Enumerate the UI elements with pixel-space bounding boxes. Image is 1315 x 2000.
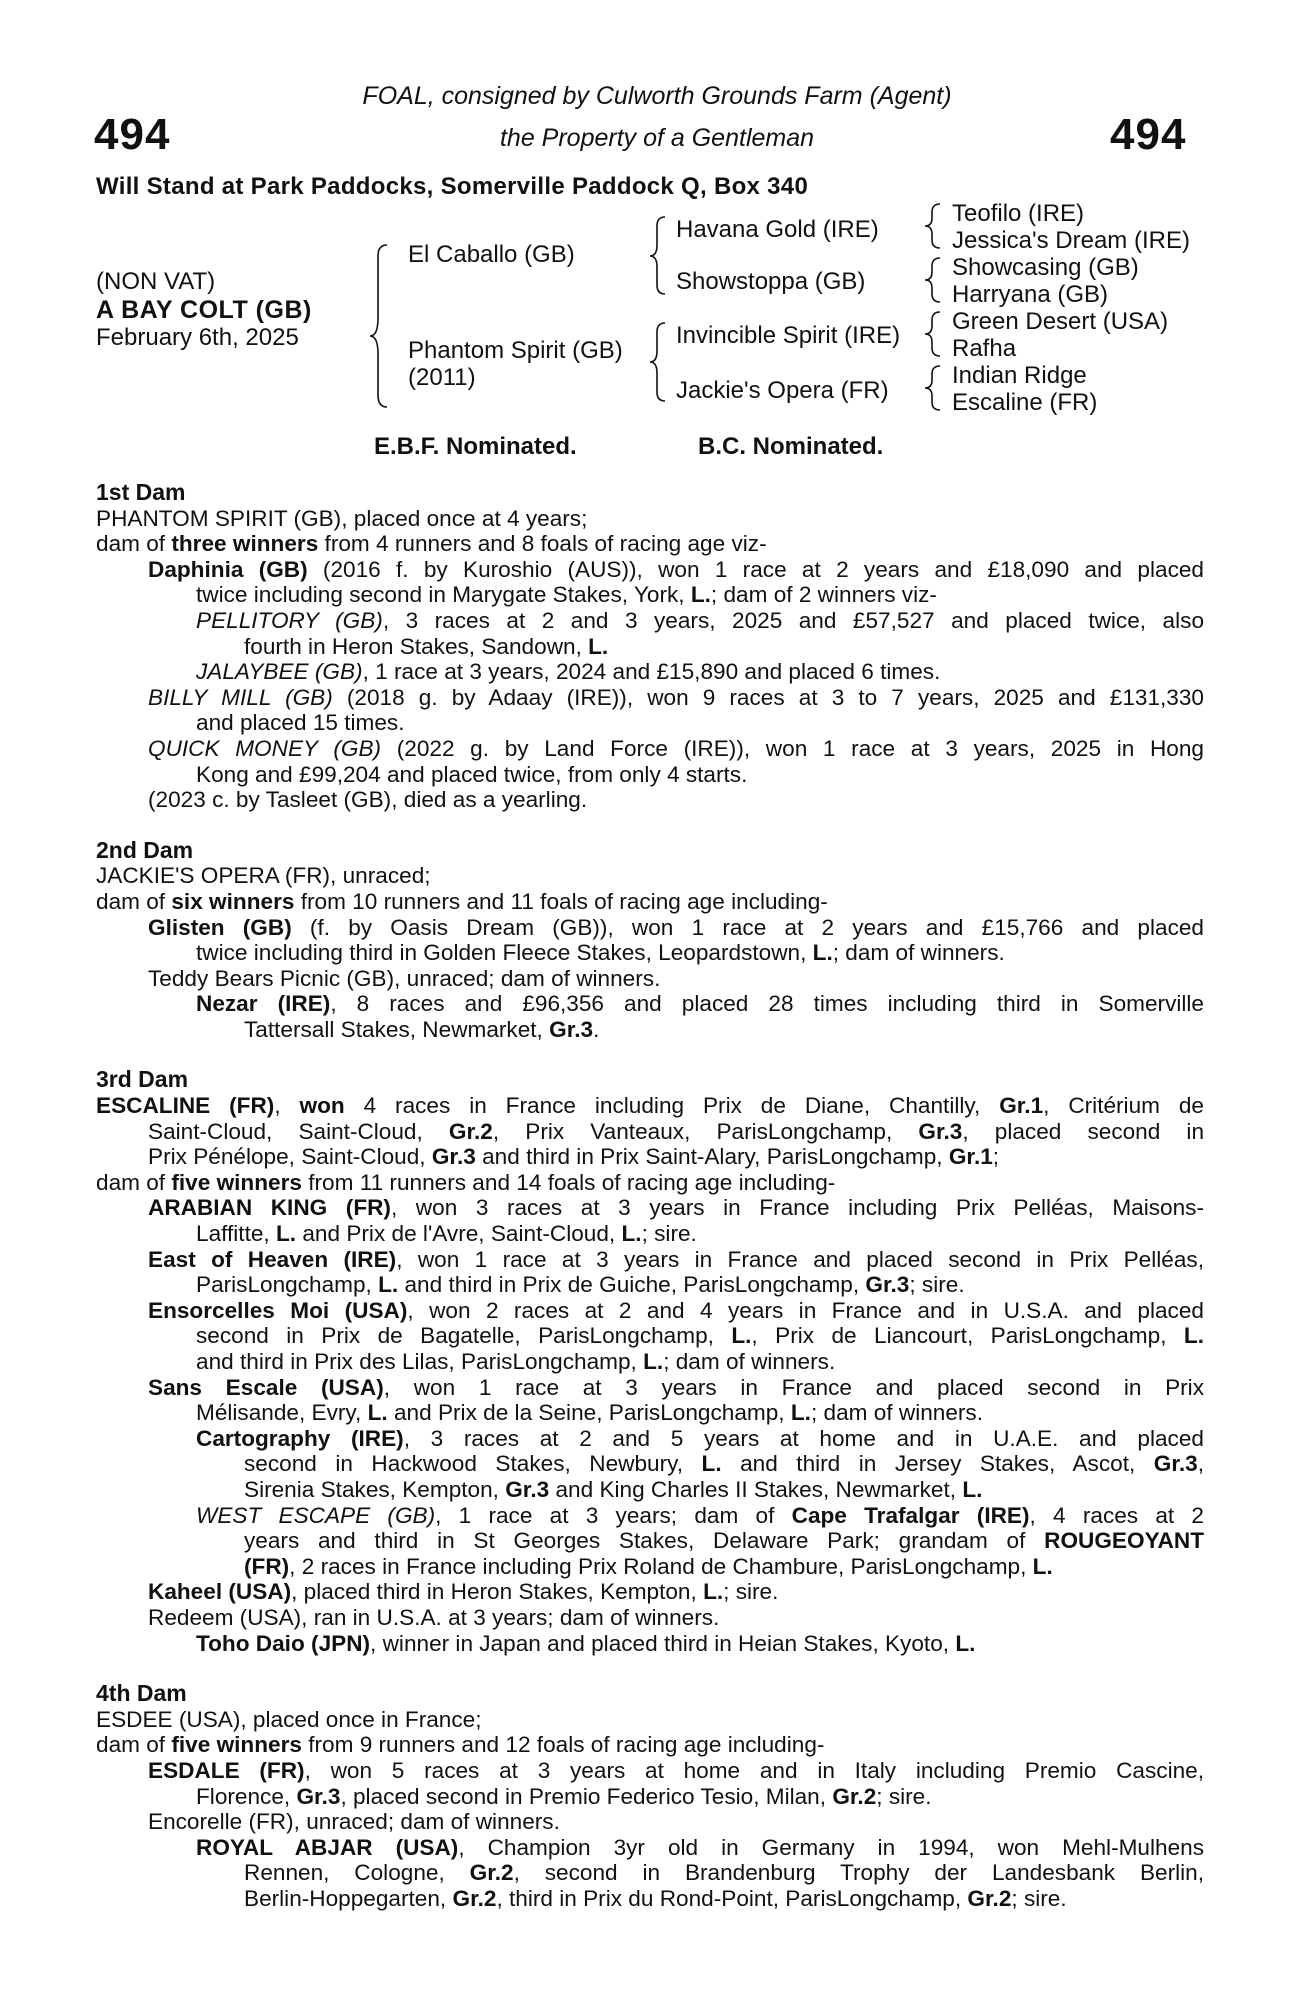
consignor: FOAL, consigned by Culworth Grounds Farm (Agent) bbox=[362, 82, 952, 110]
dam3-line: ESCALINE (FR), won 4 races in France including Prix de Diane, Chantilly, Gr.1, Critérium de bbox=[96, 1093, 1204, 1119]
ped-dss: Green Desert (USA) bbox=[952, 308, 1169, 335]
list-item: BILLY MILL (GB) (2018 g. by Adaay (IRE)), won 9 races at 3 to 7 years, 2025 and £131,330 bbox=[148, 684, 1204, 710]
list-item: PELLITORY (GB), 3 races at 2 and 3 years, 2025 and £57,527 and placed twice, also bbox=[196, 607, 1205, 633]
list-item: Glisten (GB) (f. by Oasis Dream (GB)), won 1 race at 2 years and £15,766 and placed bbox=[148, 914, 1204, 940]
sire-dam: Showstoppa (GB) bbox=[676, 268, 866, 295]
list-item-cont: years and third in St Georges Stakes, Delaware Park; grandam of ROUGEOYANT bbox=[244, 1528, 1204, 1554]
list-item: ESDALE (FR), won 5 races at 3 years at home and in Italy including Premio Cascine, bbox=[148, 1757, 1204, 1783]
list-item-cont: second in Hackwood Stakes, Newbury, L. and third in Jersey Stakes, Ascot, Gr.3, bbox=[244, 1451, 1204, 1477]
dam4-line: ESDEE (USA), placed once in France; bbox=[96, 1706, 482, 1732]
list-item: East of Heaven (IRE), won 1 race at 3 years in France and placed second in Prix Pelléas, bbox=[148, 1246, 1204, 1272]
list-item: Redeem (USA), ran in U.S.A. at 3 years; dam of winners. bbox=[148, 1604, 720, 1630]
list-item-cont: twice including third in Golden Fleece Stakes, Leopardstown, L.; dam of winners. bbox=[196, 940, 1005, 966]
ped-sss: Teofilo (IRE) bbox=[952, 200, 1085, 227]
list-item: Nezar (IRE), 8 races and £96,356 and placed 28 times including third in Somerville bbox=[196, 991, 1204, 1017]
list-item: Encorelle (FR), unraced; dam of winners. bbox=[148, 1809, 560, 1835]
list-item-cont: Tattersall Stakes, Newmarket, Gr.3. bbox=[244, 1016, 600, 1042]
list-item: (2023 c. by Tasleet (GB), died as a yearling. bbox=[148, 787, 588, 813]
dam1-produce-line: dam of three winners from 4 runners and 8 foals of racing age viz- bbox=[96, 531, 767, 557]
bc-nominated: B.C. Nominated. bbox=[698, 433, 884, 460]
dam2-produce-line: dam of six winners from 10 runners and 11 foals of racing age including- bbox=[96, 888, 828, 914]
dam-sire: Invincible Spirit (IRE) bbox=[676, 322, 901, 349]
ped-sdd: Harryana (GB) bbox=[952, 281, 1109, 308]
dam3-produce-line: dam of five winners from 11 runners and 14 foals of racing age including- bbox=[96, 1169, 836, 1195]
property-line: the Property of a Gentleman bbox=[499, 124, 815, 152]
ped-ssd: Jessica's Dream (IRE) bbox=[952, 227, 1190, 254]
list-item-cont: Florence, Gr.3, placed second in Premio Federico Tesio, Milan, Gr.2; sire. bbox=[196, 1783, 932, 1809]
list-item: Kaheel (USA), placed third in Heron Stakes, Kempton, L.; sire. bbox=[148, 1579, 779, 1605]
list-item: JALAYBEE (GB), 1 race at 3 years, 2024 and £15,890 and placed 6 times. bbox=[196, 659, 941, 685]
list-item-cont: Sirenia Stakes, Kempton, Gr.3 and King Charles II Stakes, Newmarket, L. bbox=[244, 1476, 983, 1502]
lot-number-left: 494 bbox=[94, 110, 171, 159]
list-item: Cartography (IRE), 3 races at 2 and 5 years at home and in U.A.E. and placed bbox=[196, 1425, 1204, 1451]
stand-location: Will Stand at Park Paddocks, Somerville Paddock Q, Box 340 bbox=[96, 173, 809, 200]
list-item-cont: Mélisande, Evry, L. and Prix de la Seine, ParisLongchamp, L.; dam of winners. bbox=[196, 1400, 984, 1426]
list-item-cont: Laffitte, L. and Prix de l'Avre, Saint-Cloud, L.; sire. bbox=[196, 1221, 697, 1247]
ped-dsd: Rafha bbox=[952, 335, 1017, 362]
list-item: Toho Daio (JPN), winner in Japan and placed third in Heian Stakes, Kyoto, L. bbox=[196, 1630, 976, 1656]
list-item: Teddy Bears Picnic (GB), unraced; dam of winners. bbox=[148, 965, 661, 991]
g-brace-4 bbox=[925, 366, 940, 410]
ped-sds: Showcasing (GB) bbox=[952, 254, 1139, 281]
list-item: Daphinia (GB) (2016 f. by Kuroshio (AUS)), won 1 race at 2 years and £18,090 and placed bbox=[148, 556, 1204, 582]
main-brace bbox=[370, 245, 387, 407]
dam2-heading: 2nd Dam bbox=[96, 836, 194, 863]
ped-ddd: Escaline (FR) bbox=[952, 389, 1098, 416]
list-item-cont: fourth in Heron Stakes, Sandown, L. bbox=[244, 633, 609, 659]
list-item-cont: and third in Prix des Lilas, ParisLongchamp, L.; dam of winners. bbox=[196, 1349, 836, 1374]
sire: El Caballo (GB) bbox=[408, 241, 575, 268]
dam1-heading: 1st Dam bbox=[96, 479, 186, 505]
dam3-line-cont: Saint-Cloud, Saint-Cloud, Gr.2, Prix Vanteaux, ParisLongchamp, Gr.3, placed second in bbox=[148, 1118, 1205, 1144]
horse-dob: February 6th, 2025 bbox=[96, 324, 299, 351]
list-item: QUICK MONEY (GB) (2022 g. by Land Force (IRE)), won 1 race at 3 years, 2025 in Hong bbox=[148, 735, 1204, 761]
list-item: ARABIAN KING (FR), won 3 races at 3 years in France including Prix Pelléas, Maisons- bbox=[148, 1195, 1204, 1221]
list-item: Sans Escale (USA), won 1 race at 3 years in France and placed second in Prix bbox=[148, 1374, 1204, 1400]
list-item: ROYAL ABJAR (USA), Champion 3yr old in Germany in 1994, won Mehl-Mulhens bbox=[196, 1834, 1204, 1860]
horse-name: A BAY COLT (GB) bbox=[96, 296, 312, 324]
dam1-line: PHANTOM SPIRIT (GB), placed once at 4 years; bbox=[96, 505, 588, 531]
ped-dds: Indian Ridge bbox=[952, 362, 1087, 389]
g-brace-3 bbox=[925, 312, 940, 356]
list-item: Ensorcelles Moi (USA), won 2 races at 2 and 4 years in France and in U.S.A. and placed bbox=[148, 1297, 1204, 1323]
catalogue-body bbox=[96, 480, 1204, 1911]
list-item-cont: twice including second in Marygate Stakes, York, L.; dam of 2 winners viz- bbox=[196, 582, 937, 608]
g-brace-1 bbox=[925, 204, 940, 248]
dam-brace bbox=[650, 323, 665, 401]
ebf-nominated: E.B.F. Nominated. bbox=[374, 433, 577, 460]
dam4-heading: 4th Dam bbox=[96, 1680, 187, 1707]
list-item-cont: second in Prix de Bagatelle, ParisLongchamp, L., Prix de Liancourt, ParisLongchamp, L. bbox=[196, 1323, 1204, 1349]
g-brace-2 bbox=[925, 258, 940, 302]
dam2-line: JACKIE'S OPERA (FR), unraced; bbox=[96, 863, 431, 889]
dam4-produce-line: dam of five winners from 9 runners and 12 foals of racing age including- bbox=[96, 1732, 825, 1758]
dam-year: (2011) bbox=[408, 364, 476, 391]
dam-dam: Jackie's Opera (FR) bbox=[676, 377, 889, 404]
sire-sire: Havana Gold (IRE) bbox=[676, 216, 879, 243]
list-item: WEST ESCAPE (GB), 1 race at 3 years; dam of Cape Trafalgar (IRE), 4 races at 2 bbox=[196, 1502, 1204, 1528]
list-item-cont: ParisLongchamp, L. and third in Prix de Guiche, ParisLongchamp, Gr.3; sire. bbox=[196, 1272, 965, 1298]
sire-brace bbox=[650, 217, 665, 294]
vat-status: (NON VAT) bbox=[96, 268, 216, 295]
list-item-cont: Kong and £99,204 and placed twice, from only 4 starts. bbox=[196, 761, 748, 787]
list-item-cont: (FR), 2 races in France including Prix Roland de Chambure, ParisLongchamp, L. bbox=[244, 1553, 1053, 1579]
list-item-cont: and placed 15 times. bbox=[196, 710, 405, 736]
dam: Phantom Spirit (GB) bbox=[408, 337, 623, 364]
list-item-cont: Rennen, Cologne, Gr.2, second in Brandenburg Trophy der Landesbank Berlin, bbox=[244, 1860, 1204, 1886]
lot-number-right: 494 bbox=[1110, 110, 1187, 159]
dam3-heading: 3rd Dam bbox=[96, 1066, 189, 1093]
dam3-line-cont: Prix Pénélope, Saint-Cloud, Gr.3 and third in Prix Saint-Alary, ParisLongchamp, Gr.1; bbox=[148, 1144, 1000, 1170]
list-item-cont: Berlin-Hoppegarten, Gr.2, third in Prix du Rond-Point, ParisLongchamp, Gr.2; sire. bbox=[244, 1885, 1067, 1911]
